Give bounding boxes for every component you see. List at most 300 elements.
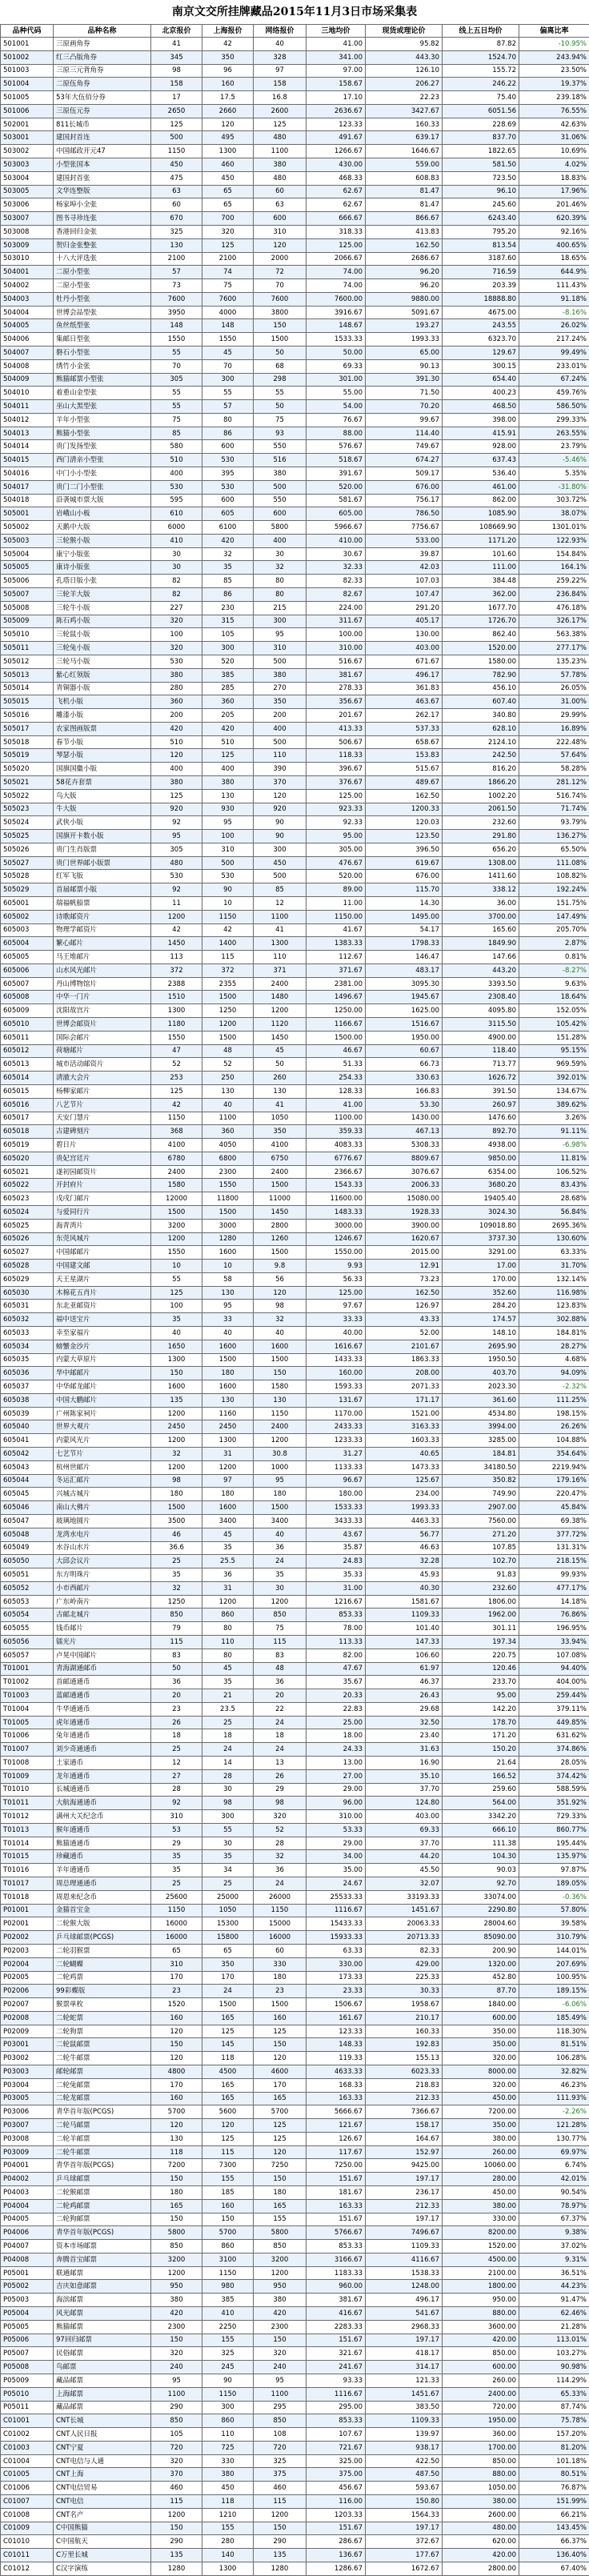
table-row: [1, 2119, 589, 2133]
table-cell: 69.33: [366, 1823, 443, 1837]
table-cell: 30: [202, 1783, 254, 1797]
table-cell: 150: [151, 1367, 202, 1380]
table-cell: 65: [202, 1944, 254, 1957]
column-header: 北京报价: [151, 25, 202, 38]
table-cell: 4675.00: [443, 306, 519, 319]
table-cell: 505018: [1, 735, 54, 749]
table-cell: 379.11%: [519, 1702, 589, 1716]
table-cell: 鸟大版: [54, 789, 151, 803]
table-cell: 35.10: [366, 1769, 443, 1783]
table-cell: T01009: [1, 1769, 54, 1783]
table-cell: 97.00: [307, 64, 366, 78]
table-cell: 125.00: [307, 789, 366, 803]
table-cell: 35: [202, 1541, 254, 1555]
table-cell: 158.67: [307, 78, 366, 91]
table-cell: 126.97: [366, 1300, 443, 1313]
table-cell: -6.06%: [519, 1998, 589, 2012]
table-cell: 350.82: [443, 1474, 519, 1488]
table-cell: 173.33: [307, 1971, 366, 1985]
table-cell: 32: [254, 1850, 307, 1864]
table-cell: 2400.00: [443, 2387, 519, 2401]
table-cell: 341.00: [307, 50, 366, 64]
table-cell: 400: [254, 722, 307, 735]
table-cell: 33074.00: [443, 1890, 519, 1904]
table-cell: 476.67: [307, 856, 366, 870]
table-cell: 1400: [202, 937, 254, 951]
table-cell: 古建碑刻片: [54, 1125, 151, 1139]
table-cell: 镭光片: [54, 1635, 151, 1649]
table-cell: 115: [202, 2145, 254, 2159]
table-cell: 3000: [202, 1219, 254, 1232]
table-cell: 550: [254, 494, 307, 507]
table-cell: 11: [151, 897, 202, 911]
table-cell: 2388: [151, 977, 202, 991]
table-cell: 250: [202, 1072, 254, 1085]
table-cell: 35: [151, 1864, 202, 1877]
table-cell: 504016: [1, 467, 54, 481]
table-cell: 龙年通通币: [54, 1769, 151, 1783]
table-cell: 217.24%: [519, 333, 589, 347]
table-cell: 516: [254, 454, 307, 467]
table-cell: 491.67: [307, 131, 366, 145]
table-cell: 135.23%: [519, 655, 589, 668]
table-cell: 505019: [1, 749, 54, 763]
table-row: [1, 2173, 589, 2186]
table-cell: 1150: [254, 1407, 307, 1420]
table-cell: 刘少奇通通币: [54, 1743, 151, 1757]
table-row: [1, 171, 589, 185]
table-cell: 1600: [202, 1380, 254, 1394]
table-cell: 2100.00: [443, 2266, 519, 2280]
table-cell: 150: [151, 2038, 202, 2052]
table-cell: 480: [254, 131, 307, 145]
table-cell: 305: [151, 843, 202, 856]
table-cell: 96.67: [307, 1474, 366, 1488]
table-cell: 1550: [202, 1179, 254, 1192]
table-row: [1, 1313, 589, 1327]
table-cell: 197.17: [366, 2213, 443, 2226]
table-cell: 300: [254, 615, 307, 628]
table-cell: 375: [254, 2468, 307, 2482]
table-cell: 666.10: [443, 1823, 519, 1837]
table-cell: 163.33: [307, 2199, 366, 2213]
table-cell: 320: [202, 225, 254, 238]
table-cell: 150: [151, 2173, 202, 2186]
table-cell: -0.36%: [519, 1890, 589, 1904]
table-cell: 18.65%: [519, 252, 589, 266]
table-row: [1, 2494, 589, 2508]
table-cell: 145: [202, 2038, 254, 2052]
table-cell: 420.00: [443, 2334, 519, 2347]
table-cell: 356.67: [307, 695, 366, 709]
table-cell: 509.17: [366, 467, 443, 481]
table-cell: 503004: [1, 171, 54, 185]
table-cell: 32.28: [366, 1555, 443, 1568]
table-cell: 57.78%: [519, 668, 589, 682]
table-cell: 1564.33: [366, 2508, 443, 2522]
table-cell: 300: [254, 843, 307, 856]
table-cell: 236.17: [366, 2186, 443, 2200]
table-cell: 130.00: [366, 628, 443, 642]
table-cell: 23.50%: [519, 64, 589, 78]
table-cell: 三轮牛小版: [54, 601, 151, 615]
table-cell: 1250.00: [307, 1004, 366, 1018]
table-cell: 2300: [202, 1165, 254, 1179]
table-cell: 4534.80: [443, 1407, 519, 1420]
table-row: [1, 2294, 589, 2307]
table-cell: 35.00: [307, 1864, 366, 1877]
table-cell: 三原三元背角券: [54, 64, 151, 78]
table-cell: 605036: [1, 1367, 54, 1380]
table-cell: 398.00: [443, 413, 519, 427]
table-cell: 500: [202, 856, 254, 870]
table-cell: 352.60: [443, 1286, 519, 1300]
table-cell: 240: [151, 2361, 202, 2374]
table-cell: 32: [151, 1448, 202, 1461]
table-cell: 1616.67: [307, 1340, 366, 1353]
table-cell: 东北亚邮资片: [54, 1300, 151, 1313]
table-cell: 48: [202, 1044, 254, 1058]
table-cell: 31: [202, 1448, 254, 1461]
table-cell: 33.33: [307, 1313, 366, 1327]
table-row: [1, 2052, 589, 2065]
table-cell: 47.67: [307, 1662, 366, 1676]
table-cell: 3076.67: [366, 1165, 443, 1179]
table-row: [1, 2240, 589, 2253]
table-cell: 2124.10: [443, 735, 519, 749]
table-cell: P05003: [1, 2294, 54, 2307]
table-row: [1, 1662, 589, 1676]
table-cell: 92.70: [443, 1877, 519, 1891]
table-row: [1, 467, 589, 481]
table-row: [1, 2387, 589, 2401]
table-cell: 2290.80: [443, 1904, 519, 1917]
table-cell: 866.67: [366, 212, 443, 226]
table-cell: 海青湾片: [54, 1219, 151, 1232]
table-cell: P05002: [1, 2280, 54, 2294]
table-cell: 海滨邮票: [54, 2294, 151, 2307]
table-cell: 1600: [254, 1340, 307, 1353]
table-cell: 125: [151, 1084, 202, 1098]
table-cell: 40: [202, 1098, 254, 1112]
table-cell: 瑞福帆船票: [54, 897, 151, 911]
table-cell: 254.33: [307, 1072, 366, 1085]
table-cell: 380: [254, 668, 307, 682]
table-cell: 559.00: [366, 158, 443, 172]
table-row: [1, 2307, 589, 2321]
table-cell: 75: [254, 1622, 307, 1636]
table-cell: 1200: [151, 1460, 202, 1474]
table-cell: 28: [254, 1837, 307, 1850]
table-row: [1, 306, 589, 319]
table-row: [1, 1232, 589, 1246]
table-cell: 飞机小版: [54, 695, 151, 709]
table-cell: 西门清亲小型张: [54, 454, 151, 467]
table-row: [1, 1890, 589, 1904]
table-cell: 605007: [1, 977, 54, 991]
table-cell: 94.09%: [519, 1367, 589, 1380]
table-cell: 193.27: [366, 319, 443, 333]
table-cell: 80.51%: [519, 2468, 589, 2482]
table-cell: 二轮狗票: [54, 2025, 151, 2038]
table-cell: 605044: [1, 1474, 54, 1488]
table-cell: 42: [202, 923, 254, 937]
table-cell: 303.72%: [519, 494, 589, 507]
table-cell: 16.89%: [519, 722, 589, 735]
table-row: [1, 1998, 589, 2012]
table-cell: 501003: [1, 64, 54, 78]
table-cell: 1170.00: [307, 1407, 366, 1420]
table-cell: 17.5: [202, 91, 254, 105]
table-row: [1, 1608, 589, 1622]
table-cell: 1150: [151, 1112, 202, 1125]
table-cell: 53年大伍佰分券: [54, 91, 151, 105]
table-cell: 1480: [254, 991, 307, 1004]
table-cell: 76.86%: [519, 1608, 589, 1622]
table-cell: T01004: [1, 1702, 54, 1716]
table-cell: 270: [254, 682, 307, 695]
table-cell: 136.27%: [519, 830, 589, 843]
table-cell: 青华首年版(PCGS): [54, 2105, 151, 2119]
table-cell: 132.14%: [519, 1272, 589, 1286]
table-cell: 161.67: [307, 2011, 366, 2025]
table-cell: C01012: [1, 2562, 54, 2575]
table-cell: 155: [202, 2173, 254, 2186]
table-cell: 476.18%: [519, 601, 589, 615]
table-row: [1, 1272, 589, 1286]
table-cell: 邮轮邮票: [54, 2065, 151, 2078]
table-cell: 34.00: [307, 1850, 366, 1864]
table-row: [1, 1380, 589, 1394]
table-cell: 建国封首张: [54, 171, 151, 185]
table-cell: 50: [254, 400, 307, 414]
table-cell: 101.60: [443, 547, 519, 561]
table-cell: 260.97: [443, 1098, 519, 1112]
table-cell: 25.5: [202, 1555, 254, 1568]
table-cell: 110: [202, 2428, 254, 2442]
table-cell: 1433.33: [307, 1353, 366, 1367]
table-cell: 241.67: [307, 2361, 366, 2374]
table-cell: 1500: [202, 1031, 254, 1044]
table-cell: 贵门发扬型张: [54, 440, 151, 454]
table-cell: 370: [151, 2468, 202, 2482]
table-cell: 民俗邮票: [54, 2347, 151, 2361]
table-cell: 263.55%: [519, 427, 589, 440]
table-cell: 510: [151, 735, 202, 749]
table-cell: 猴票单枚: [54, 1998, 151, 2012]
table-cell: 443.20: [443, 963, 519, 977]
table-cell: 107.08%: [519, 1649, 589, 1662]
table-cell: 456.67: [307, 2482, 366, 2495]
table-cell: 1500: [254, 1501, 307, 1515]
table-cell: 29.68: [366, 1702, 443, 1716]
table-cell: 31.06%: [519, 131, 589, 145]
table-cell: P02004: [1, 1957, 54, 1971]
table-cell: 200.90: [443, 1944, 519, 1957]
table-row: [1, 1595, 589, 1608]
table-cell: 123.33: [307, 2025, 366, 2038]
table-cell: 世界大观片: [54, 1420, 151, 1434]
table-cell: 503010: [1, 252, 54, 266]
table-cell: 97.87%: [519, 1864, 589, 1877]
table-cell: 35: [151, 1568, 202, 1582]
table-cell: 4116.67: [366, 2253, 443, 2266]
table-cell: 1250: [202, 1004, 254, 1018]
table-cell: 23.79%: [519, 440, 589, 454]
table-cell: 125: [254, 118, 307, 131]
table-cell: 63.33: [307, 1944, 366, 1957]
table-cell: 148.67: [307, 319, 366, 333]
table-cell: 巫山大黑型张: [54, 400, 151, 414]
table-cell: 32.50: [366, 1716, 443, 1729]
table-cell: 520.00: [307, 480, 366, 494]
table-cell: 372: [202, 963, 254, 977]
table-cell: 165: [254, 2092, 307, 2105]
table-cell: 150: [202, 2213, 254, 2226]
table-cell: 505004: [1, 547, 54, 561]
table-cell: 3700.00: [443, 910, 519, 923]
table-cell: 55: [254, 387, 307, 400]
table-cell: 65: [202, 185, 254, 198]
table-cell: 450.00: [443, 2186, 519, 2200]
table-cell: 吉庆如意邮票: [54, 2280, 151, 2294]
table-cell: 600: [254, 212, 307, 226]
table-cell: 500: [254, 480, 307, 494]
table-cell: 320: [151, 642, 202, 655]
table-cell: 1180: [151, 1018, 202, 1032]
table-cell: 2381.00: [307, 977, 366, 991]
table-cell: 120: [254, 238, 307, 252]
table-cell: 52: [202, 1058, 254, 1072]
table-cell: 530: [202, 480, 254, 494]
table-row: [1, 145, 589, 158]
table-cell: 1200.33: [366, 803, 443, 816]
table-cell: 92: [151, 816, 202, 830]
table-cell: CNT宁夏: [54, 2441, 151, 2454]
table-cell: 磐石小型张: [54, 346, 151, 359]
table-cell: 205: [202, 709, 254, 723]
table-cell: 35: [151, 1850, 202, 1864]
table-cell: 142.20: [443, 1702, 519, 1716]
table-cell: 505014: [1, 682, 54, 695]
table-cell: 456.10: [443, 682, 519, 695]
table-row: [1, 910, 589, 923]
table-cell: 5308.33: [366, 1139, 443, 1152]
table-cell: 413.33: [307, 722, 366, 735]
table-cell: 2686.67: [366, 252, 443, 266]
table-cell: 10: [202, 1260, 254, 1273]
table-cell: 236.84%: [519, 588, 589, 602]
table-cell: 2366.67: [307, 1165, 366, 1179]
table-cell: 112.67: [307, 951, 366, 964]
table-cell: 36: [254, 1864, 307, 1877]
table-cell: C01007: [1, 2494, 54, 2508]
table-cell: 605027: [1, 1246, 54, 1260]
table-cell: 420: [151, 722, 202, 735]
table-cell: 130: [202, 1084, 254, 1098]
table-cell: 华中邮邮片: [54, 1367, 151, 1380]
table-cell: 35: [254, 1568, 307, 1582]
table-cell: 陈石鸡小版: [54, 615, 151, 628]
table-cell: 1950.00: [366, 1031, 443, 1044]
table-cell: 1280: [151, 2562, 202, 2575]
table-cell: 118.40: [443, 1044, 519, 1058]
table-row: [1, 2334, 589, 2347]
table-cell: 熊猫邮票小型张: [54, 373, 151, 387]
table-cell: 70: [202, 359, 254, 373]
table-cell: 637.43: [443, 454, 519, 467]
table-cell: 119.33: [307, 2052, 366, 2065]
table-cell: 16000: [151, 1917, 202, 1931]
table-cell: T01013: [1, 1823, 54, 1837]
table-cell: 311.67: [307, 615, 366, 628]
table-cell: 73.23: [366, 1272, 443, 1286]
table-cell: 65: [151, 1944, 202, 1957]
table-cell: 605029: [1, 1272, 54, 1286]
table-cell: 301.11: [443, 1622, 519, 1636]
column-header: 偏离比率: [519, 25, 589, 38]
table-cell: 605025: [1, 1219, 54, 1232]
table-cell: 1411.60: [443, 870, 519, 883]
column-header: 线上五日均价: [443, 25, 519, 38]
table-cell: 2695.90: [443, 1340, 519, 1353]
table-cell: 10060.00: [443, 2159, 519, 2173]
table-cell: 605041: [1, 1434, 54, 1448]
table-cell: 620.39%: [519, 212, 589, 226]
table-cell: 330: [202, 2454, 254, 2468]
table-cell: 120: [254, 789, 307, 803]
table-cell: 505026: [1, 843, 54, 856]
table-row: [1, 547, 589, 561]
table-cell: 1183.33: [307, 2266, 366, 2280]
table-row: [1, 1112, 589, 1125]
table-cell: 605047: [1, 1514, 54, 1528]
table-cell: -5.46%: [519, 454, 589, 467]
table-cell: 620.00: [443, 2535, 519, 2549]
table-cell: 350.00: [443, 2038, 519, 2052]
table-cell: 749.90: [443, 1488, 519, 1501]
table-row: [1, 1340, 589, 1353]
table-cell: 30: [151, 561, 202, 575]
table-cell: 160.33: [366, 118, 443, 131]
table-cell: 1650: [151, 1340, 202, 1353]
table-cell: 125.67: [366, 1474, 443, 1488]
table-cell: 1550: [151, 1031, 202, 1044]
table-cell: 7250.00: [307, 2159, 366, 2173]
table-cell: 30.33: [366, 1985, 443, 1998]
table-cell: 98: [151, 1474, 202, 1488]
table-cell: 468.33: [307, 171, 366, 185]
table-cell: 96.20: [366, 266, 443, 279]
table-cell: 205.70%: [519, 923, 589, 937]
table-row: [1, 78, 589, 91]
table-cell: 5091.67: [366, 306, 443, 319]
table-cell: 25: [151, 1743, 202, 1757]
table-cell: 95: [254, 628, 307, 642]
table-row: [1, 2549, 589, 2562]
table-cell: 羊年小型张: [54, 413, 151, 427]
table-cell: 32.82%: [519, 2065, 589, 2078]
table-cell: 91.18%: [519, 292, 589, 306]
table-cell: 380: [151, 2294, 202, 2307]
table-cell: 1200: [202, 1595, 254, 1608]
table-cell: 381.67: [307, 668, 366, 682]
table-cell: 9425.00: [366, 2159, 443, 2173]
table-cell: 32: [254, 561, 307, 575]
table-cell: 505011: [1, 642, 54, 655]
table-cell: 15000: [254, 1917, 307, 1931]
table-row: [1, 2320, 589, 2334]
